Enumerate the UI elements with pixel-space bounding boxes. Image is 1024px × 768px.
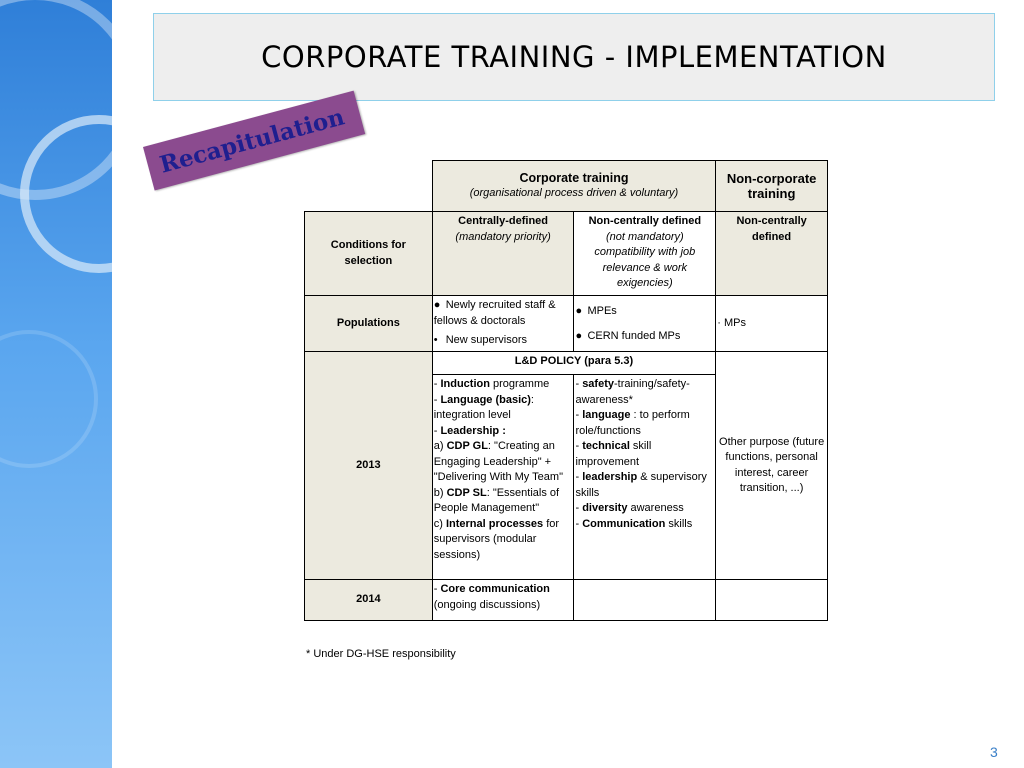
- populations-noncentral-cell: [574, 296, 716, 352]
- 2013-central-cell: [432, 375, 574, 580]
- list-item: [434, 424, 573, 440]
- population-item: CERN funded MPs: [587, 329, 681, 342]
- item-bold: CDP GL: [446, 440, 488, 452]
- item-bold: technical: [582, 440, 630, 452]
- item-bold: Core communication: [440, 583, 550, 595]
- slide-title: CORPORATE TRAINING - IMPLEMENTATION: [261, 40, 887, 74]
- item-text: awareness: [627, 502, 684, 514]
- list-item: • New supervisors: [433, 334, 528, 346]
- population-item: MPEs: [587, 305, 617, 317]
- item-prefix: -: [433, 583, 441, 595]
- table-row: [305, 212, 828, 296]
- conditions-noncentral-cell: [574, 212, 716, 296]
- list-item: [434, 377, 573, 393]
- populations-label: Populations: [305, 296, 433, 352]
- item-prefix: c): [433, 517, 446, 530]
- item-bold: CDP SL: [446, 486, 487, 499]
- item-prefix: -: [575, 378, 583, 390]
- 2013-noncentral-list: [575, 377, 714, 532]
- table-row: [305, 352, 828, 375]
- item-bold: Language (basic): [440, 393, 531, 406]
- list-item: ● CERN funded MPs: [575, 329, 681, 342]
- item-text: skills: [665, 517, 693, 530]
- population-item: MPs: [723, 316, 746, 329]
- item-bold: Leadership :: [440, 424, 506, 437]
- item-prefix: b): [433, 486, 447, 499]
- conditions-noncentral-subtitle: (not mandatory) compatibility with job relevance & work exigencies): [594, 230, 696, 289]
- year-2013-label: 2013: [305, 352, 433, 580]
- populations-noncorporate-cell: · MPs: [716, 296, 828, 352]
- 2014-noncorporate-cell: [716, 580, 828, 621]
- table-header-row: [305, 161, 828, 212]
- corporate-header-subtitle: (organisational process driven & voluntary): [469, 187, 679, 199]
- table-row: [305, 580, 828, 621]
- 2014-noncentral-cell: [574, 580, 716, 621]
- footnote: * Under DG-HSE responsibility: [306, 648, 456, 660]
- list-item: [575, 408, 714, 439]
- item-bold: diversity: [582, 502, 628, 514]
- 2013-noncentral-cell: [574, 375, 716, 580]
- list-item: [434, 517, 573, 564]
- list-item: [434, 439, 573, 486]
- recapitulation-label: Recapitulation: [143, 91, 365, 191]
- item-prefix: a): [433, 440, 447, 452]
- other-purpose-cell: Other purpose (future functions, personal interest, career transition, ...): [716, 352, 828, 580]
- item-text: : to perform role/functions: [575, 409, 690, 437]
- item-prefix: -: [575, 471, 583, 483]
- item-bold: Communication: [582, 517, 666, 530]
- item-bold: leadership: [582, 471, 638, 483]
- list-item: [575, 501, 714, 517]
- corporate-header-cell: [432, 161, 715, 212]
- item-prefix: -: [433, 393, 441, 406]
- conditions-central-subtitle: (mandatory priority): [455, 230, 551, 243]
- list-item: [575, 439, 714, 470]
- item-bold: safety: [582, 378, 614, 390]
- item-text: for supervisors (modular sessions): [433, 517, 560, 561]
- item-prefix: -: [575, 517, 583, 530]
- item-prefix: -: [575, 502, 583, 514]
- population-item: New supervisors: [445, 334, 528, 346]
- list-item: ● Newly recruited staff & fellows & doctorals: [433, 299, 556, 327]
- conditions-central-cell: [432, 212, 574, 296]
- list-item: [434, 393, 573, 424]
- item-text: : "Creating an Engaging Leadership" + "Delivering With My Team": [433, 440, 563, 483]
- item-prefix: -: [433, 378, 441, 390]
- title-box: [153, 13, 995, 101]
- 2013-central-list: [434, 377, 573, 563]
- conditions-noncorporate-cell: Non-centrally defined: [716, 212, 828, 296]
- list-item: [575, 470, 714, 501]
- item-prefix: -: [433, 424, 441, 437]
- item-text: programme: [489, 378, 550, 390]
- noncorporate-header-cell: Non-corporate training: [716, 161, 828, 212]
- item-bold: language: [582, 409, 631, 421]
- year-2014-label: 2014: [305, 580, 433, 621]
- item-bold: Internal processes: [445, 517, 544, 530]
- list-item: ● MPEs: [575, 305, 617, 317]
- conditions-central-title: Centrally-defined: [458, 215, 549, 227]
- item-text: skill improvement: [575, 440, 652, 468]
- population-item: Newly recruited staff & fellows & doctorals: [433, 299, 556, 327]
- policy-cell: L&D POLICY (para 5.3): [432, 352, 715, 375]
- training-table: [304, 160, 828, 621]
- item-bold: Induction: [440, 378, 490, 390]
- item-text: & supervisory skills: [575, 471, 707, 499]
- item-prefix: -: [575, 409, 583, 421]
- list-item: [434, 486, 573, 517]
- item-text: : "Essentials of People Management": [433, 486, 560, 514]
- item-prefix: -: [575, 440, 583, 452]
- item-text: : integration level: [433, 393, 534, 421]
- conditions-label: Conditions for selection: [305, 212, 433, 296]
- item-text: (ongoing discussions): [433, 598, 541, 611]
- decorative-ring: [0, 330, 98, 468]
- decorative-sidebar: [0, 0, 112, 768]
- corporate-header-title: Corporate training: [519, 170, 629, 185]
- populations-central-cell: [432, 296, 574, 352]
- page-number: 3: [990, 744, 998, 760]
- item-text: -training/safety-awareness*: [575, 378, 690, 406]
- list-item: [575, 517, 714, 533]
- conditions-noncentral-title: Non-centrally defined: [588, 215, 702, 227]
- 2014-central-cell: [432, 580, 574, 621]
- empty-corner-cell: [305, 161, 433, 212]
- list-item: [575, 377, 714, 408]
- table-row: [305, 296, 828, 352]
